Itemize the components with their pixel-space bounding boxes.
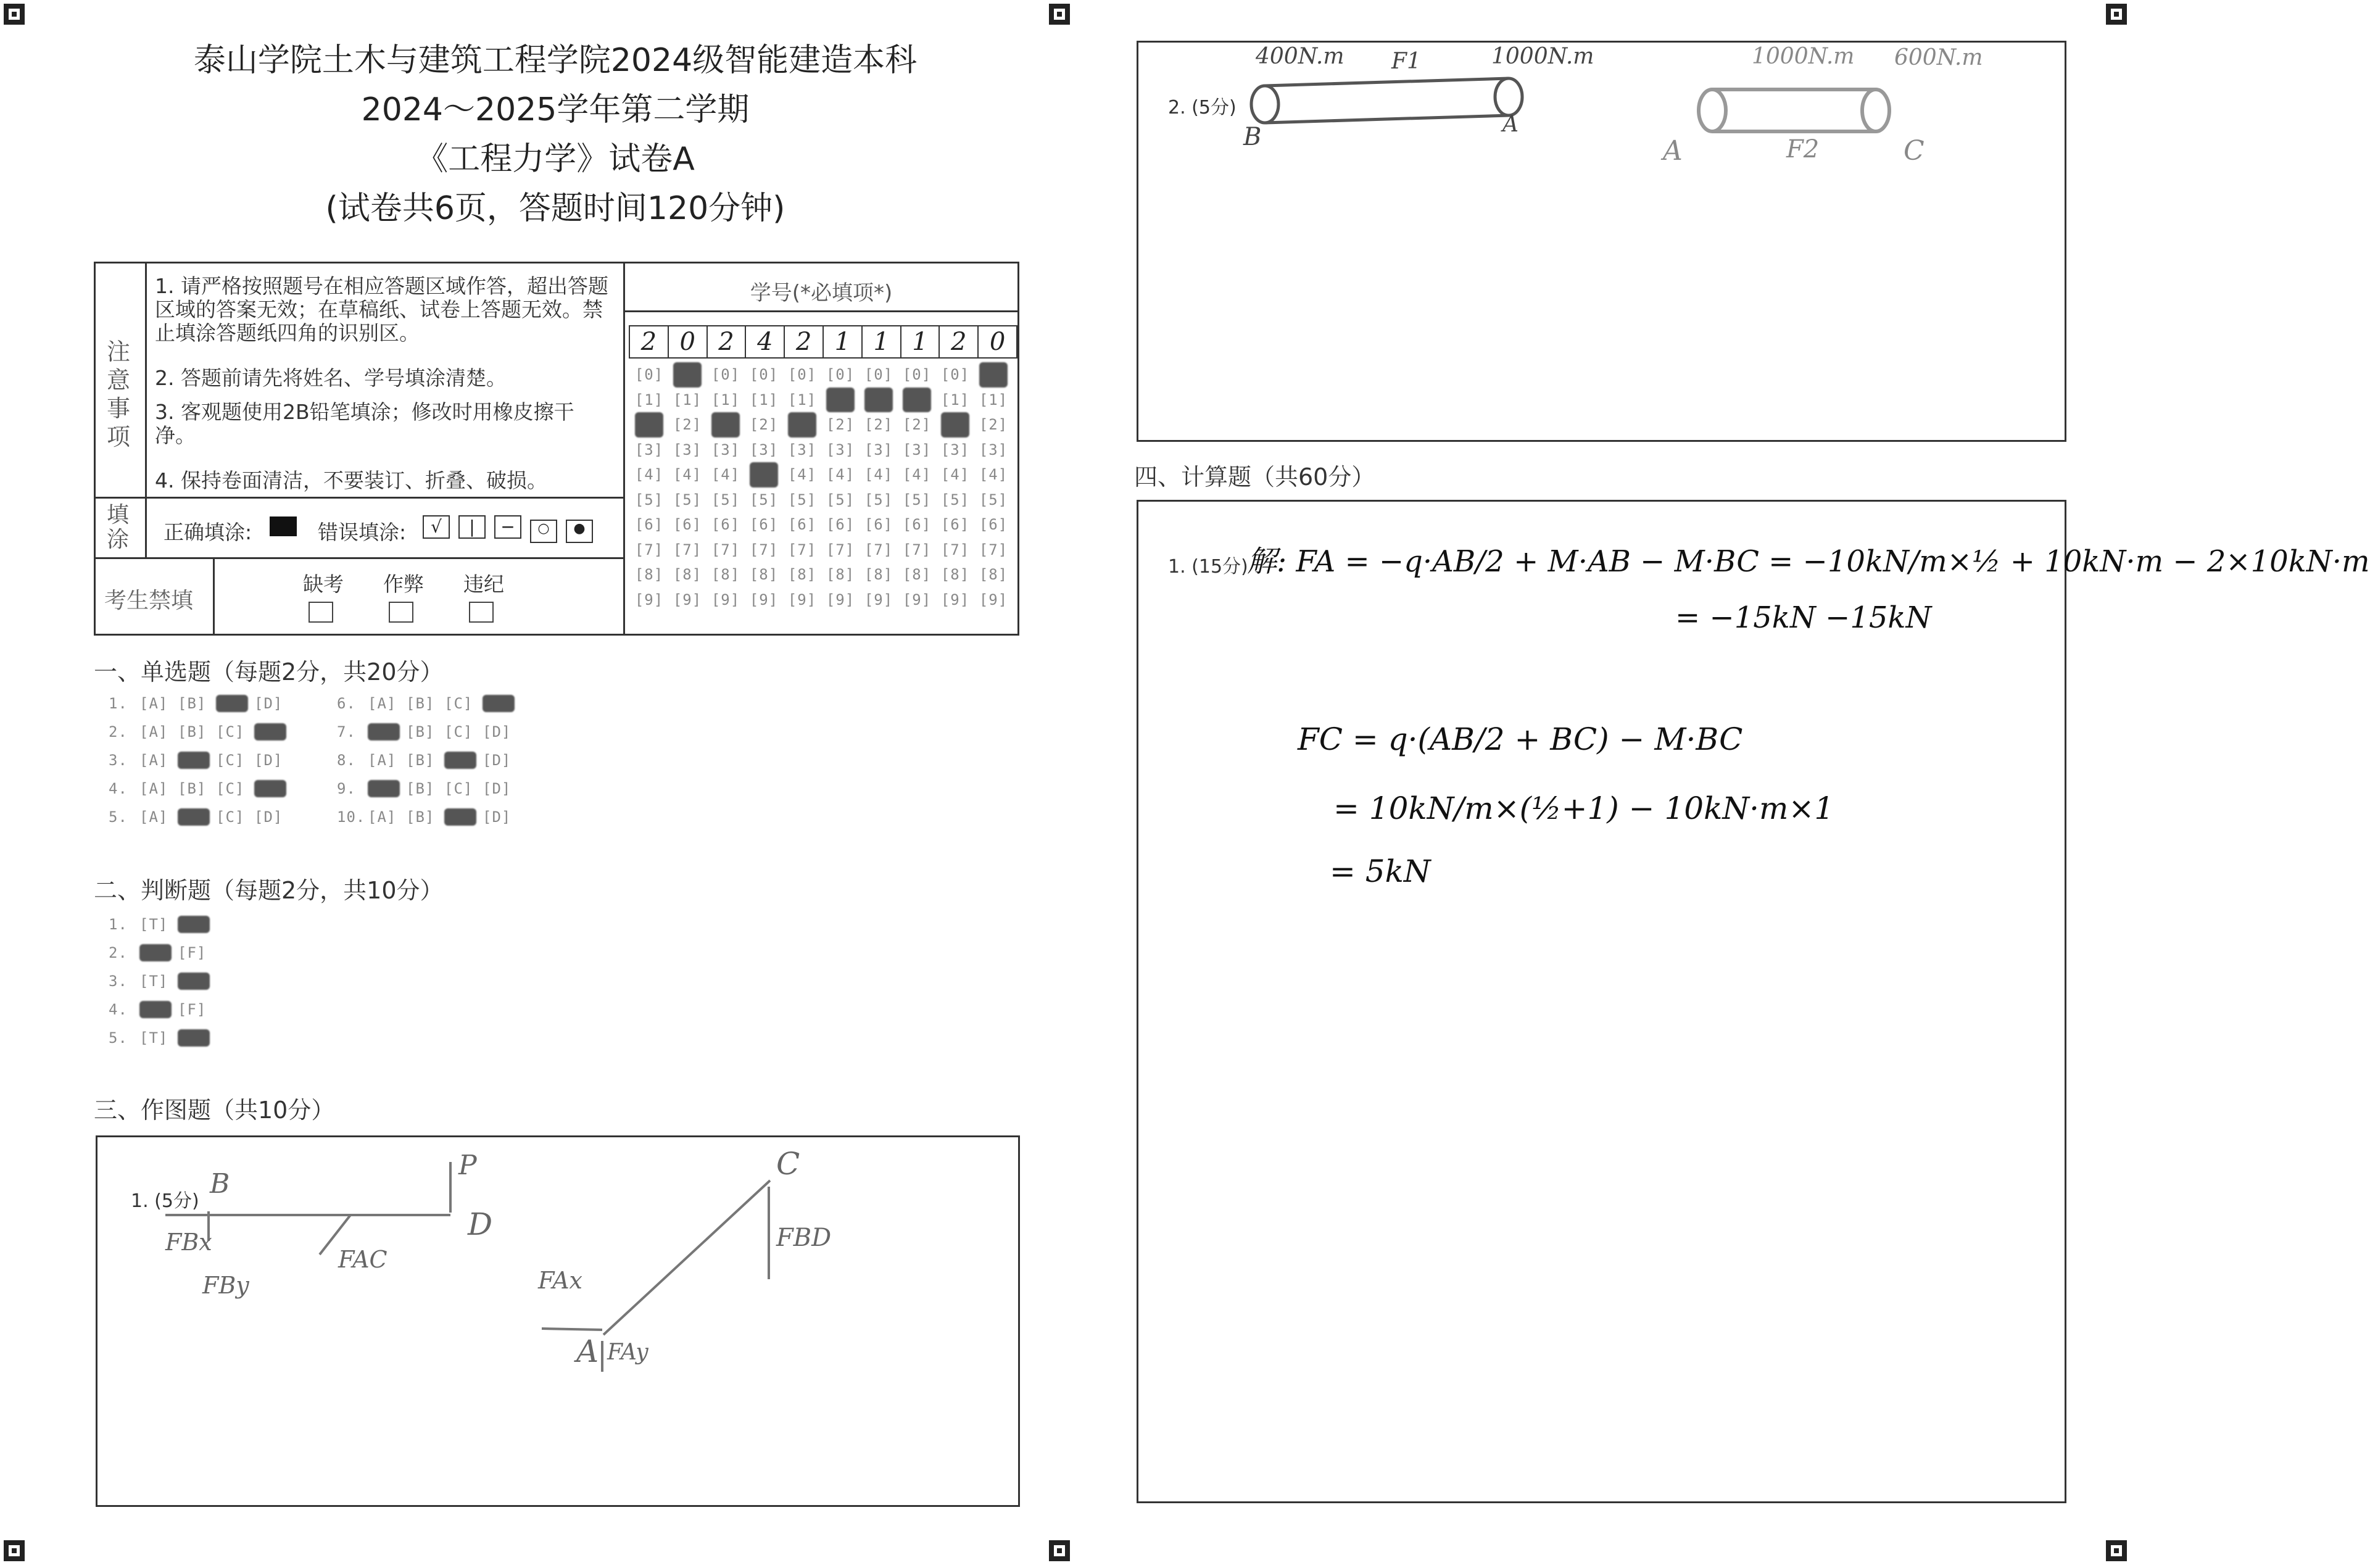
handwritten-line: 解: FA = −q·AB/2 + M·AB − M·BC = −10kN/m×½ + 10kN·m − 2×10kN·m [1247, 544, 2370, 579]
id-bubble[interactable]: [0] [787, 366, 817, 383]
force-label: F1 [1391, 49, 1421, 74]
choice-option-bubble[interactable]: [B] [178, 780, 207, 797]
label-FBx: FBx [165, 1229, 212, 1256]
choice-question-row [337, 723, 521, 740]
id-bubble-row [630, 512, 1013, 537]
id-bubble[interactable]: [5] [864, 491, 893, 508]
label-A: A [1502, 112, 1519, 137]
forbid-cheat-checkbox[interactable] [389, 602, 413, 623]
tf-option-bubble[interactable]: [T] [139, 973, 168, 990]
notice-item: 2. 答题前请先将姓名、学号填涂清楚。 [155, 366, 507, 390]
choice-option-bubble[interactable]: [C] [444, 752, 476, 769]
student-id-digits [629, 325, 1017, 359]
wrong-fill-label: 错误填涂: [318, 520, 407, 544]
label-FBD: FBD [776, 1224, 832, 1252]
id-bubble[interactable]: [1] [711, 391, 740, 409]
choice-option-bubble[interactable]: [A] [368, 780, 400, 797]
id-bubble[interactable]: [3] [902, 441, 932, 458]
id-digit: 2 [707, 326, 746, 358]
forbid-cheat: 作弊 [383, 572, 424, 596]
forbid-absent-checkbox[interactable] [309, 602, 333, 623]
id-bubble[interactable]: [0] [974, 362, 1013, 388]
choice-option-bubble[interactable]: [D] [483, 808, 512, 826]
id-bubble[interactable]: [3] [634, 441, 664, 458]
section-2-title: 二、判断题（每题2分，共10分） [94, 877, 444, 904]
wrong-mark: | [458, 515, 486, 539]
id-bubble[interactable]: [4] [711, 466, 740, 483]
id-bubble[interactable]: [8] [787, 566, 817, 583]
question-number: 3. [109, 973, 128, 990]
choice-option-bubble[interactable]: [D] [254, 808, 283, 826]
tf-option-bubble[interactable]: [F] [178, 1001, 207, 1018]
id-bubble-row [630, 562, 1013, 587]
id-digit: 1 [862, 326, 901, 358]
id-bubble[interactable]: [8] [826, 566, 855, 583]
id-bubble[interactable]: [8] [979, 566, 1008, 583]
id-bubble[interactable]: [1] [940, 391, 970, 409]
torque-label: 1000N.m [1752, 44, 1855, 69]
id-bubble[interactable]: [9] [979, 591, 1008, 608]
id-bubble[interactable]: [2] [749, 416, 779, 433]
forbid-label: 考生禁填 [104, 588, 194, 613]
forbid-absent: 缺考 [303, 572, 344, 596]
choice-option-bubble[interactable]: [D] [254, 780, 286, 797]
choice-question-row [337, 780, 521, 797]
choice-option-bubble[interactable]: [A] [139, 723, 168, 740]
id-bubble[interactable]: [1] [634, 391, 664, 409]
id-digit: 0 [978, 326, 1017, 358]
label-C: C [776, 1146, 800, 1182]
id-bubble[interactable]: [2] [936, 412, 974, 438]
title-line-1: 泰山学院土木与建筑工程学院2024级智能建造本科 [193, 42, 918, 79]
notice-item: 1. 请严格按照题号在相应答题区域作答，超出答题区域的答案无效；在草稿纸、试卷上答题无效。禁止填涂答题纸四角的识别区。 [155, 274, 608, 345]
id-bubble[interactable]: [7] [902, 541, 932, 558]
choice-option-bubble[interactable]: [A] [139, 808, 168, 826]
id-bubble[interactable]: [2] [902, 416, 932, 433]
id-bubble[interactable]: [3] [787, 441, 817, 458]
id-bubble[interactable]: [9] [787, 591, 817, 608]
id-bubble[interactable]: [0] [668, 362, 706, 388]
tf-option-bubble[interactable]: [F] [178, 944, 207, 961]
corner-marker [1049, 4, 1070, 25]
choice-question-row [109, 695, 292, 712]
id-bubble[interactable]: [8] [902, 566, 932, 583]
label-P: P [458, 1150, 477, 1181]
id-bubble[interactable]: [0] [902, 366, 932, 383]
label-FBy: FBy [202, 1272, 249, 1299]
notice-side-label: 注意事项 [107, 338, 131, 450]
id-bubble[interactable]: [7] [673, 541, 702, 558]
true-false-grid [109, 916, 294, 1064]
id-bubble[interactable]: [7] [826, 541, 855, 558]
id-bubble[interactable]: [6] [940, 516, 970, 533]
choice-option-bubble[interactable]: [C] [444, 695, 473, 712]
choice-question-row [109, 808, 292, 826]
id-digit: 2 [629, 326, 668, 358]
corner-marker [4, 4, 25, 25]
handwritten-line: = 10kN/m×(½+1) − 10kN·m×1 [1333, 790, 1834, 826]
id-bubble[interactable]: [5] [826, 491, 855, 508]
id-bubble[interactable]: [6] [864, 516, 893, 533]
section-4-title: 四、计算题（共60分） [1134, 463, 1375, 491]
title-line-3: 《工程力学》试卷A [416, 141, 695, 178]
id-bubble[interactable]: [2] [630, 412, 668, 438]
id-bubble[interactable]: [5] [711, 491, 740, 508]
handwritten-line: = −15kN −15kN [1675, 600, 1932, 635]
label-A: A [1663, 135, 1683, 167]
id-bubble[interactable]: [6] [979, 516, 1008, 533]
tf-option-bubble[interactable]: [F] [178, 916, 210, 933]
choice-option-bubble[interactable]: [C] [216, 780, 245, 797]
id-bubble[interactable]: [2] [864, 416, 893, 433]
title-line-2: 2024～2025学年第二学期 [361, 91, 750, 128]
id-bubble[interactable]: [5] [634, 491, 664, 508]
label-B: B [210, 1168, 230, 1200]
id-bubble[interactable]: [9] [940, 591, 970, 608]
corner-marker [2106, 1540, 2127, 1561]
id-bubble[interactable]: [3] [940, 441, 970, 458]
id-bubble[interactable]: [0] [634, 366, 664, 383]
choice-option-bubble[interactable]: [C] [216, 752, 245, 769]
question-label: 2. (5分) [1168, 97, 1237, 118]
notice-item: 3. 客观题使用2B铅笔填涂；修改时用橡皮擦干净。 [155, 400, 574, 447]
choice-option-bubble[interactable]: [B] [178, 752, 210, 769]
id-bubble[interactable]: [1] [860, 388, 898, 413]
id-digit: 1 [901, 326, 940, 358]
id-bubble[interactable]: [7] [979, 541, 1008, 558]
title-line-4: (试卷共6页，答题时间120分钟) [325, 190, 785, 227]
id-digit: 4 [745, 326, 784, 358]
student-id-title: 学号(*必填项*) [750, 281, 893, 305]
corner-marker [1049, 1540, 1070, 1561]
choice-option-bubble[interactable]: [C] [216, 808, 245, 826]
choice-option-bubble[interactable]: [B] [406, 695, 435, 712]
id-bubble-row [630, 487, 1013, 513]
question-number: 3. [109, 752, 128, 769]
question-label: 1. (15分) [1168, 556, 1248, 578]
tf-question-row [109, 1001, 216, 1018]
choice-option-bubble[interactable]: [A] [139, 752, 168, 769]
student-id-bubble-grid [630, 362, 1013, 612]
question-number: 4. [109, 1001, 128, 1018]
correct-fill-label: 正确填涂: [164, 520, 252, 544]
id-digit: 0 [668, 326, 707, 358]
id-bubble[interactable]: [1] [821, 388, 860, 413]
torque-label: 1000N.m [1491, 44, 1594, 69]
id-digit: 2 [784, 326, 823, 358]
label-D: D [468, 1206, 493, 1242]
forbid-violation: 违纪 [463, 572, 504, 596]
question-number: 10. [337, 808, 366, 826]
id-bubble[interactable]: [6] [673, 516, 702, 533]
tf-question-row [109, 944, 216, 961]
single-choice-grid [109, 695, 602, 843]
id-bubble[interactable]: [8] [749, 566, 779, 583]
id-bubble[interactable]: [1] [787, 391, 817, 409]
choice-option-bubble[interactable]: [A] [368, 752, 397, 769]
question-number: 2. [109, 723, 128, 740]
id-bubble[interactable]: [0] [749, 366, 779, 383]
question-number: 8. [337, 752, 356, 769]
question-number: 9. [337, 780, 356, 797]
tf-option-bubble[interactable]: [T] [139, 944, 172, 961]
fill-side-label: 填涂 [107, 502, 130, 552]
id-bubble[interactable]: [3] [864, 441, 893, 458]
choice-option-bubble[interactable]: [A] [139, 695, 168, 712]
id-bubble[interactable]: [2] [673, 416, 702, 433]
choice-option-bubble[interactable]: [B] [406, 780, 435, 797]
id-bubble[interactable]: [6] [826, 516, 855, 533]
free-body-sketch-1 [97, 1137, 1018, 1505]
tf-option-bubble[interactable]: [T] [139, 916, 168, 933]
id-bubble[interactable]: [7] [749, 541, 779, 558]
id-bubble[interactable]: [3] [673, 441, 702, 458]
id-bubble-row [630, 412, 1013, 438]
tf-question-row [109, 1029, 216, 1047]
choice-option-bubble[interactable]: [D] [483, 723, 512, 740]
id-bubble[interactable]: [9] [902, 591, 932, 608]
id-bubble[interactable]: [7] [787, 541, 817, 558]
question-number: 4. [109, 780, 128, 797]
id-bubble-row [630, 438, 1013, 463]
calculation-answer-box [1137, 500, 2370, 1503]
id-bubble[interactable]: [9] [864, 591, 893, 608]
choice-question-row [337, 752, 521, 769]
forbid-violation-checkbox[interactable] [469, 602, 494, 623]
id-bubble[interactable]: [1] [979, 391, 1008, 409]
handwritten-line: FC = q·(AB/2 + BC) − M·BC [1298, 721, 1743, 757]
question-number: 5. [109, 808, 128, 826]
tf-option-bubble[interactable]: [F] [178, 973, 210, 990]
corner-marker [4, 1540, 25, 1561]
id-bubble[interactable]: [4] [634, 466, 664, 483]
choice-option-bubble[interactable]: [A] [368, 695, 397, 712]
id-bubble[interactable]: [2] [979, 416, 1008, 433]
id-bubble[interactable]: [6] [749, 516, 779, 533]
drawing-answer-box-2 [1137, 41, 2066, 442]
choice-option-bubble[interactable]: [D] [254, 723, 286, 740]
tf-option-bubble[interactable]: [F] [178, 1029, 210, 1047]
id-bubble[interactable]: [1] [898, 388, 936, 413]
id-bubble[interactable]: [5] [902, 491, 932, 508]
torque-label: 600N.m [1894, 45, 1983, 70]
question-number: 5. [109, 1029, 128, 1047]
id-bubble[interactable]: [4] [787, 466, 817, 483]
id-bubble[interactable]: [4] [745, 462, 783, 487]
choice-option-bubble[interactable]: [D] [483, 780, 512, 797]
id-bubble[interactable]: [9] [673, 591, 702, 608]
label-A: A [576, 1334, 599, 1369]
tf-option-bubble[interactable]: [T] [139, 1001, 172, 1018]
id-bubble-row [630, 462, 1013, 487]
choice-option-bubble[interactable]: [C] [216, 723, 245, 740]
id-bubble[interactable]: [4] [940, 466, 970, 483]
drawing-answer-box-1 [96, 1135, 1020, 1507]
wrong-mark: − [494, 515, 521, 539]
id-bubble[interactable]: [1] [673, 391, 702, 409]
id-bubble[interactable]: [5] [749, 491, 779, 508]
force-label: F2 [1786, 135, 1820, 164]
wrong-fill-samples [423, 515, 593, 543]
id-digit: 1 [823, 326, 862, 358]
label-FAx: FAx [538, 1267, 582, 1294]
id-bubble[interactable]: [3] [749, 441, 779, 458]
wrong-mark: ○ [530, 520, 557, 543]
info-box [94, 262, 1019, 636]
id-bubble[interactable]: [3] [826, 441, 855, 458]
id-bubble[interactable]: [8] [673, 566, 702, 583]
id-bubble[interactable]: [9] [749, 591, 779, 608]
question-number: 6. [337, 695, 356, 712]
id-bubble[interactable]: [5] [979, 491, 1008, 508]
wrong-mark: ● [566, 520, 593, 543]
id-bubble[interactable]: [2] [783, 412, 821, 438]
id-bubble[interactable]: [8] [711, 566, 740, 583]
id-bubble[interactable]: [4] [979, 466, 1008, 483]
id-bubble[interactable]: [9] [634, 591, 664, 608]
corner-marker [2106, 4, 2127, 25]
choice-question-row [337, 808, 521, 826]
choice-question-row [337, 695, 521, 712]
id-bubble[interactable]: [7] [711, 541, 740, 558]
choice-option-bubble[interactable]: [C] [444, 808, 476, 826]
id-bubble[interactable]: [4] [673, 466, 702, 483]
handwritten-line: = 5kN [1330, 853, 1431, 889]
question-number: 2. [109, 944, 128, 961]
choice-question-row [109, 723, 292, 740]
notice-item: 4. 保持卷面清洁，不要装订、折叠、破损。 [155, 468, 547, 492]
id-bubble[interactable]: [4] [864, 466, 893, 483]
choice-option-bubble[interactable]: [D] [254, 752, 283, 769]
id-bubble[interactable]: [3] [711, 441, 740, 458]
id-bubble[interactable]: [4] [826, 466, 855, 483]
id-bubble[interactable]: [5] [673, 491, 702, 508]
label-FAC: FAC [338, 1246, 387, 1273]
choice-option-bubble[interactable]: [B] [406, 752, 435, 769]
id-bubble[interactable]: [7] [940, 541, 970, 558]
label-B: B [1243, 123, 1262, 151]
choice-option-bubble[interactable]: [A] [139, 780, 168, 797]
id-bubble[interactable]: [5] [940, 491, 970, 508]
choice-option-bubble[interactable]: [D] [483, 695, 515, 712]
id-bubble[interactable]: [6] [634, 516, 664, 533]
choice-option-bubble[interactable]: [D] [254, 695, 283, 712]
id-bubble-row [630, 537, 1013, 563]
choice-option-bubble[interactable]: [C] [444, 723, 473, 740]
choice-option-bubble[interactable]: [A] [368, 808, 397, 826]
correct-fill-sample [270, 516, 297, 536]
label-C: C [1904, 135, 1925, 167]
choice-option-bubble[interactable]: [B] [178, 723, 207, 740]
id-bubble[interactable]: [6] [787, 516, 817, 533]
id-bubble[interactable]: [6] [711, 516, 740, 533]
tf-question-row [109, 973, 216, 990]
choice-option-bubble[interactable]: [B] [406, 808, 435, 826]
choice-option-bubble[interactable]: [B] [406, 723, 435, 740]
choice-option-bubble[interactable]: [C] [444, 780, 473, 797]
question-label: 1. (5分) [131, 1190, 199, 1212]
id-digit: 2 [939, 326, 978, 358]
id-bubble[interactable]: [8] [864, 566, 893, 583]
id-bubble[interactable]: [1] [749, 391, 779, 409]
choice-question-row [109, 780, 292, 797]
wrong-mark: √ [423, 515, 450, 539]
id-bubble[interactable]: [8] [634, 566, 664, 583]
id-bubble[interactable]: [5] [787, 491, 817, 508]
id-bubble[interactable]: [6] [902, 516, 932, 533]
tf-question-row [109, 916, 216, 933]
choice-option-bubble[interactable]: [B] [178, 808, 210, 826]
question-number: 1. [109, 695, 128, 712]
question-number: 7. [337, 723, 356, 740]
id-bubble[interactable]: [4] [902, 466, 932, 483]
id-bubble[interactable]: [9] [826, 591, 855, 608]
id-bubble[interactable]: [2] [706, 412, 745, 438]
torque-label: 400N.m [1256, 44, 1345, 69]
id-bubble[interactable]: [8] [940, 566, 970, 583]
label-FAy: FAy [607, 1340, 648, 1365]
id-bubble[interactable]: [9] [711, 591, 740, 608]
choice-option-bubble[interactable]: [D] [483, 752, 512, 769]
choice-option-bubble[interactable]: [A] [368, 723, 400, 740]
id-bubble-row [630, 388, 1013, 413]
section-3-title: 三、作图题（共10分） [94, 1097, 335, 1124]
id-bubble[interactable]: [0] [864, 366, 893, 383]
section-1-title: 一、单选题（每题2分，共20分） [94, 658, 444, 686]
id-bubble[interactable]: [0] [940, 366, 970, 383]
choice-question-row [109, 752, 292, 769]
choice-option-bubble[interactable]: [C] [216, 695, 248, 712]
id-bubble[interactable]: [2] [826, 416, 855, 433]
id-bubble-row [630, 362, 1013, 388]
tf-option-bubble[interactable]: [T] [139, 1029, 168, 1047]
id-bubble-row [630, 587, 1013, 613]
choice-option-bubble[interactable]: [B] [178, 695, 207, 712]
id-bubble[interactable]: [0] [711, 366, 740, 383]
id-bubble[interactable]: [7] [634, 541, 664, 558]
question-number: 1. [109, 916, 128, 933]
id-bubble[interactable]: [7] [864, 541, 893, 558]
id-bubble[interactable]: [3] [979, 441, 1008, 458]
id-bubble[interactable]: [0] [826, 366, 855, 383]
